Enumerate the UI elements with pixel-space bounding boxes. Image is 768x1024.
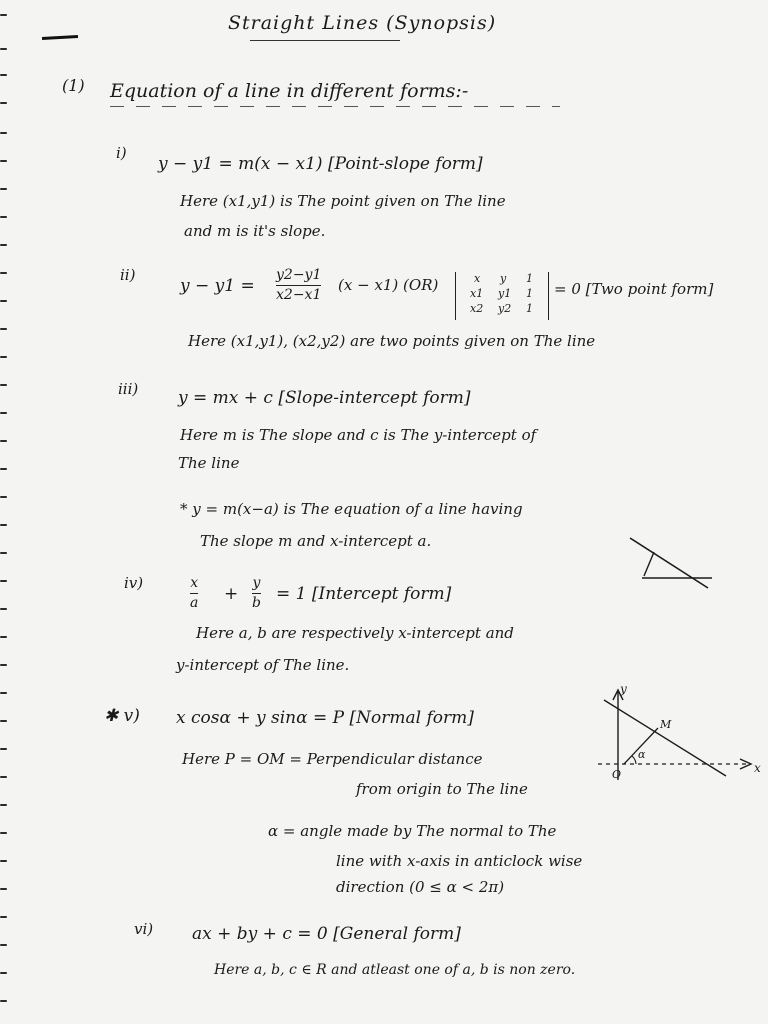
section-number: (1) — [62, 76, 85, 95]
form-equation-rest: = 1 [Intercept form] — [276, 584, 452, 604]
form-number: iv) — [124, 574, 144, 592]
fraction-bar — [252, 593, 261, 594]
form-note: Here m is The slope and c is The y-intercept of — [180, 426, 537, 444]
fraction-denominator: a — [190, 594, 199, 611]
x-axis-label: x — [754, 761, 761, 775]
intercept-sketch — [620, 530, 720, 600]
det-cell: x — [474, 272, 481, 285]
title-underline — [250, 40, 400, 41]
plus-sign: + — [224, 584, 239, 604]
det-cell: y — [500, 272, 507, 285]
form-equation-mid: (x − x1) (OR) — [338, 276, 439, 294]
x-over-a-fraction — [190, 576, 198, 610]
binding-marks — [0, 0, 14, 1024]
form-note: Here a, b, c ∈ R and atleast one of a, b is non zero. — [214, 962, 576, 978]
form-equation: ax + by + c = 0 [General form] — [192, 924, 461, 944]
form-note: Here P = OM = Perpendicular distance — [182, 750, 483, 768]
fraction-numerator: x — [190, 575, 199, 591]
alpha-note: line with x-axis in anticlock wise — [336, 852, 583, 870]
det-cell: x1 — [470, 287, 484, 300]
alpha-note: direction (0 ≤ α < 2π) — [336, 878, 505, 896]
fraction-denominator: b — [252, 594, 261, 611]
section-underline — [110, 106, 560, 107]
alpha-label: α — [638, 748, 646, 761]
section-heading: Equation of a line in different forms:- — [110, 80, 469, 102]
det-cell: y2 — [498, 302, 512, 315]
det-cell: 1 — [526, 302, 533, 315]
origin-label: O — [612, 768, 622, 781]
form-note: from origin to The line — [356, 780, 528, 798]
fraction-numerator: y2−y1 — [276, 267, 322, 283]
det-cell: y1 — [498, 287, 512, 300]
form-equation-right: = 0 [Two point form] — [554, 280, 714, 298]
determinant — [455, 272, 549, 320]
form-number: vi) — [134, 920, 154, 938]
y-over-b-fraction — [252, 576, 261, 610]
alpha-arc — [632, 756, 636, 764]
fraction-bar — [276, 285, 321, 286]
form-number: ii) — [120, 266, 136, 284]
form-equation: y − y1 = m(x − x1) [Point-slope form] — [158, 154, 483, 174]
y-axis-label: y — [620, 682, 627, 696]
fraction-bar — [190, 593, 198, 594]
det-cell: 1 — [526, 272, 533, 285]
form-note: Here (x1,y1) is The point given on The line — [180, 192, 506, 210]
starred-note: * y = m(x−a) is The equation of a line having — [180, 500, 523, 518]
form-note: y-intercept of The line. — [176, 656, 350, 674]
fraction-denominator: x2−x1 — [276, 286, 322, 303]
starred-note-cont: The slope m and x-intercept a. — [200, 532, 432, 550]
form-number: i) — [116, 144, 127, 162]
normal-form-diagram — [596, 680, 766, 790]
point-m-label: M — [660, 718, 672, 731]
form-equation: y = mx + c [Slope-intercept form] — [178, 388, 471, 408]
margin-dash — [42, 35, 78, 40]
form-note: Here (x1,y1), (x2,y2) are two points given on The line — [188, 332, 596, 350]
form-number: iii) — [118, 380, 139, 398]
sketch-line — [630, 538, 708, 588]
det-cell: 1 — [526, 287, 533, 300]
det-cell: x2 — [470, 302, 484, 315]
form-number: ✱ v) — [104, 706, 140, 726]
alpha-note: α = angle made by The normal to The — [268, 822, 557, 840]
form-note: and m is it's slope. — [184, 222, 326, 240]
fraction-numerator: y — [252, 575, 261, 591]
slope-fraction — [276, 268, 321, 302]
form-note: The line — [178, 454, 240, 472]
form-note: Here a, b are respectively x-intercept and — [196, 624, 514, 642]
form-equation-left: y − y1 = — [180, 276, 255, 296]
form-equation: x cosα + y sinα = P [Normal form] — [176, 708, 474, 728]
page-title: Straight Lines (Synopsis) — [228, 12, 497, 34]
sketch-line — [644, 552, 654, 576]
